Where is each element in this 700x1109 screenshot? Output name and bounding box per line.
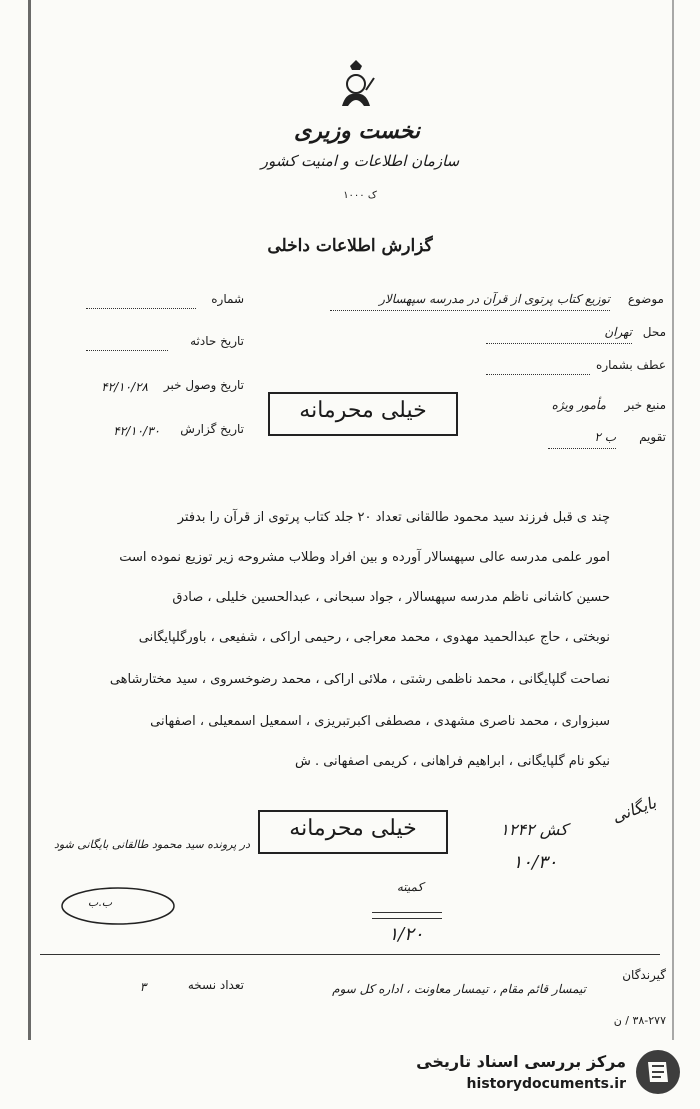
body-line-3: حسین کاشانی ناظم مدرسه سپهسالار ، جواد سبحانی ، عبدالحسین خلیلی ، صادق xyxy=(172,590,610,605)
subject-underline xyxy=(330,310,610,311)
number-underline xyxy=(86,308,196,309)
reference-underline xyxy=(486,374,590,375)
history-documents-logo-icon xyxy=(634,1048,682,1096)
reference-label: عطف بشماره xyxy=(596,358,666,372)
subject-value: توزیع کتاب پرتوی از قرآن در مدرسه سپهسالار xyxy=(379,292,610,306)
top-secret-stamp-bottom: خیلی محرمانه xyxy=(258,810,448,854)
handwritten-margin-note: در پرونده سید محمود طالقانی بایگانی شود xyxy=(53,838,250,851)
pm-office-heading: نخست وزیری xyxy=(294,118,420,144)
handwritten-initials: ب.ب xyxy=(87,896,113,909)
form-code: ۳۸-۲۷۷ / ن xyxy=(613,1014,666,1027)
received-date-label: تاریخ وصول خبر xyxy=(163,378,244,392)
body-line-4: نوبختی ، حاج عبدالحمید مهدوی ، محمد معراجی ، رحیمی اراکی ، شفیعی ، باورگلپایگانی xyxy=(138,630,610,645)
received-date-value: ۴۲/۱۰/۲۸ xyxy=(101,380,148,394)
event-date-underline xyxy=(86,350,168,351)
event-date-label: تاریخ حادثه xyxy=(190,334,244,348)
report-date-label: تاریخ گزارش xyxy=(180,422,244,436)
location-label: محل xyxy=(642,325,666,339)
footer-divider xyxy=(40,954,660,955)
left-scan-edge xyxy=(28,0,31,1040)
evaluation-label: تقویم xyxy=(639,430,666,444)
right-scan-edge xyxy=(672,0,674,1040)
archive-center-name: مرکز بررسی اسناد تاریخی xyxy=(416,1052,626,1071)
subject-label: موضوع xyxy=(627,292,664,306)
evaluation-value: ب ۲ xyxy=(594,430,616,444)
copies-value: ۳ xyxy=(139,980,147,994)
organization-heading: سازمان اطلاعات و امنیت کشور xyxy=(260,152,460,170)
body-line-1: چند ی قبل فرزند سید محمود طالقانی تعداد ۲۰ جلد کتاب پرتوی از قرآن را بدفتر xyxy=(177,510,610,525)
recipients-value: تیمسار قائم مقام ، تیمسار معاونت ، اداره کل سوم xyxy=(332,982,586,996)
handwritten-committee: کمیته xyxy=(396,880,424,894)
body-line-7: نیکو نام گلپایگانی ، ابراهیم فراهانی ، کریمی اصفهانی . ش xyxy=(294,754,610,769)
report-title: گزارش اطلاعات داخلی xyxy=(267,236,433,256)
handwritten-archive-note: بایگانی xyxy=(609,792,659,827)
archive-center-url[interactable]: historydocuments.ir xyxy=(466,1076,626,1092)
body-line-5: نصاحت گلپایگانی ، محمد ناظمی رشتی ، ملائی اراکی ، محمد رضوخسروی ، سید مختارشاهی xyxy=(109,672,610,687)
body-line-2: امور علمی مدرسه عالی سپهسالار آورده و بین افراد وطلاب مشروحه زیر توزیع نموده است xyxy=(119,550,610,565)
handwritten-bottom-mark: ۱/۲۰ xyxy=(388,924,424,945)
handwritten-rule-2 xyxy=(372,918,442,919)
header-code: ک ۱۰۰۰ xyxy=(343,190,377,201)
location-underline xyxy=(486,343,632,344)
evaluation-underline xyxy=(548,448,616,449)
location-value: تهران xyxy=(604,325,632,339)
report-date-value: ۴۲/۱۰/۳۰ xyxy=(113,424,160,438)
handwritten-date: ۱۰/۳۰ xyxy=(512,852,558,873)
handwritten-rule-1 xyxy=(372,912,442,913)
recipients-label: گیرندگان xyxy=(622,968,666,982)
source-label: منبع خبر xyxy=(624,398,666,412)
source-value: مأمور ویژه xyxy=(551,398,606,412)
body-line-6: سبزواری ، محمد ناصری مشهدی ، مصطفی اکبرتبریزی ، اسمعیل اسمعیلی ، اصفهانی xyxy=(150,714,610,729)
top-secret-stamp: خیلی محرمانه xyxy=(268,392,458,436)
copies-label: تعداد نسخه xyxy=(187,978,244,992)
number-label: شماره xyxy=(211,292,244,306)
lion-and-sun-emblem-icon xyxy=(336,60,376,112)
handwritten-number: کش ۱۲۴۲ xyxy=(500,820,568,839)
